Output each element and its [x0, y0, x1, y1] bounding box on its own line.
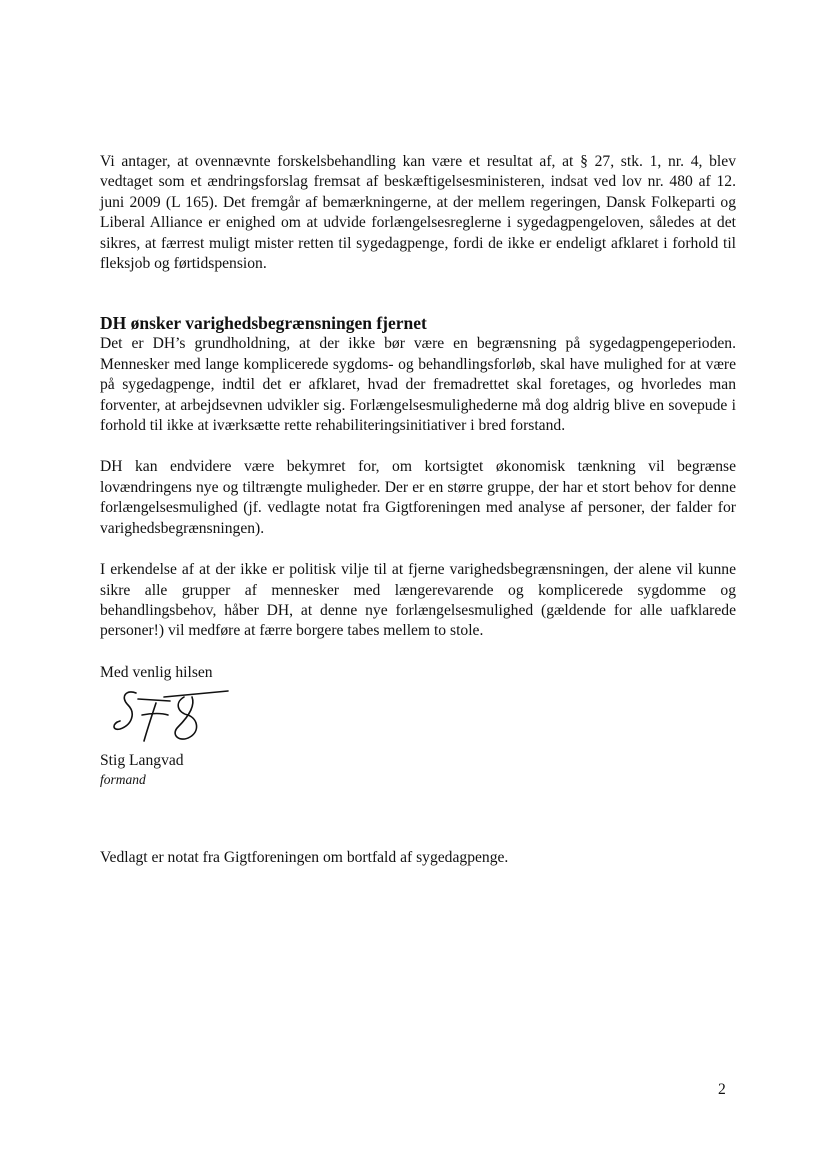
signer-name: Stig Langvad: [100, 752, 184, 770]
handwritten-signature: [108, 685, 238, 749]
page-number: 2: [718, 1081, 726, 1098]
signer-role: formand: [100, 771, 146, 787]
attachment-note: Vedlagt er notat fra Gigtforeningen om bortfald af sygedagpenge.: [100, 849, 509, 866]
paragraph-position: Det er DH’s grundholdning, at der ikke bør være en begrænsning på sygedagpengeperioden. Mennesker med lange komplicerede sygdoms- og behandlingsforløb, skal have mulighed for at være på sygedagpenge, indtil det er afklaret, hvad der fremadrettet skal foretages, og hvorledes man forventer, at arbejdsevnen udvikler sig. Forlængelsesmulighederne må dog aldrig blive en sovepude i forhold til ikke at iværksætte rette rehabiliteringsinitiativer i bred forstand.: [100, 335, 736, 435]
section-heading: DH ønsker varighedsbegrænsningen fjernet: [100, 313, 427, 334]
closing-greeting: Med venlig hilsen: [100, 663, 213, 681]
paragraph-conclusion: I erkendelse af at der ikke er politisk vilje til at fjerne varighedsbegrænsningen, der alene vil kunne sikre alle grupper af mennesker med længerevarende og komplicerede sygdomme og behandlingsbehov, håber DH, at denne nye forlængelsesmulighed (gældende for alle uafklarede personer!) vil medføre at færre borgere tabes mellem to stole.: [100, 561, 736, 640]
letter-body: [100, 152, 736, 788]
paragraph-intro: Vi antager, at ovennævnte forskelsbehandling kan være et resultat af, at § 27, stk. 1, nr. 4, blev vedtaget som et ændringsforslag fremsat af beskæftigelsesministeren, indsat ved lov nr. 480 af 12. juni 2009 (L 165). Det fremgår af bemærkningerne, at der mellem regeringen, Dansk Folkeparti og Liberal Alliance er enighed om at udvide forlængelsesreglerne i sygedagpengeloven, således at det sikres, at færrest muligt mister retten til sygedagpenge, fordi de ikke er endeligt afklaret i forhold til fleksjob og førtidspension.: [100, 153, 736, 273]
paragraph-concern: DH kan endvidere være bekymret for, om kortsigtet økonomisk tænkning vil begrænse lovændringens nye og tiltrængte muligheder. Der er en større gruppe, der har et stort behov for denne forlængelsesmulighed (jf. vedlagte notat fra Gigtforeningen med analyse af personer, der falder for varighedsbegrænsningen).: [100, 458, 736, 537]
